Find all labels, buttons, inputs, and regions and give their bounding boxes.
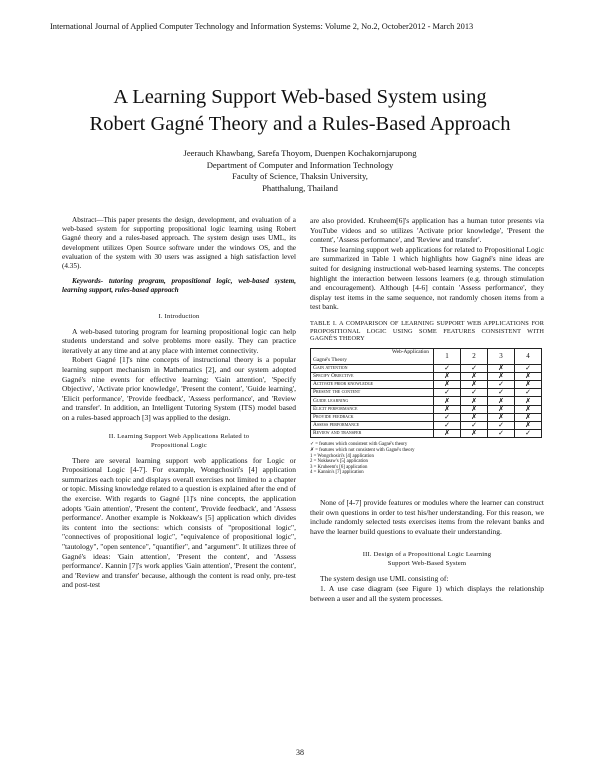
table-header-row <box>311 348 542 364</box>
table-row <box>311 364 542 372</box>
mark-cell: ✓ <box>461 422 488 430</box>
mark-cell: ✗ <box>461 372 488 380</box>
table-row <box>311 430 542 438</box>
mark-cell: ✗ <box>434 430 461 438</box>
mark-cell: ✗ <box>488 364 515 372</box>
mark-cell: ✗ <box>488 372 515 380</box>
affiliation-location: Phatthalung, Thailand <box>262 182 338 193</box>
mark-cell: ✗ <box>515 372 542 380</box>
mark-cell: ✓ <box>461 364 488 372</box>
table-note: ✗ = features which not consistent with Gagné's theory <box>310 448 415 453</box>
row-label: Assess performance <box>311 422 434 430</box>
mark-cell: ✓ <box>515 364 542 372</box>
mark-cell: ✓ <box>515 430 542 438</box>
mark-cell: ✗ <box>515 413 542 421</box>
mark-cell: ✗ <box>434 372 461 380</box>
mark-cell: ✓ <box>515 389 542 397</box>
mark-cell: ✓ <box>461 389 488 397</box>
mark-cell: ✓ <box>488 430 515 438</box>
row-label: Review and transfer <box>311 430 434 438</box>
authors: Jeerauch Khawbang, Sarefa Thoyom, Duenpen Kochakornjarupong <box>183 148 417 158</box>
table-row <box>311 381 542 389</box>
table-row <box>311 397 542 405</box>
mark-cell: ✗ <box>515 397 542 405</box>
mark-cell: ✓ <box>434 422 461 430</box>
table-note: 2 = Nokkeaw's [5] application <box>310 459 368 465</box>
paragraph-intro-2: Robert Gagné [1]'s nine concepts of instructional theory is a popular learning support mechanism in Mathematics [2], and our system adopted Gagné's nine events for effective learning: 'Gain attention', 'Specify Objective', 'Activate prior knowledge', 'Present the content', 'Guide learning', 'Elicit performance', 'Provide feedback', 'Assess performance', and 'Review and transfer'. In addition, an Intelligent Tutoring System (ITS) model based on a rules-based approach [3] was applied to the design. <box>62 355 296 422</box>
section-heading-2-line2: Propositional Logic <box>151 441 207 449</box>
table-caption: TABLE I. A COMPARISON OF LEARNING SUPPORT WEB APPLICATIONS FOR PROPOSITIONAL LOGIC USING SOME FEATURES CONSISTENT WITH GAGNÉ'S THEORY <box>310 319 544 343</box>
table-row <box>311 389 542 397</box>
row-label: Provide feedback <box>311 413 434 421</box>
right-column <box>310 216 544 603</box>
table-note: 1 = Wongchosiri's [4] application <box>310 453 374 459</box>
mark-cell: ✗ <box>461 413 488 421</box>
row-label: Gain attention <box>311 364 434 372</box>
left-column <box>62 216 296 590</box>
table-corner-cell <box>311 348 434 364</box>
corner-top-label: Web-Application <box>392 348 429 355</box>
mark-cell: ✗ <box>488 397 515 405</box>
mark-cell: ✗ <box>461 430 488 438</box>
abstract: Abstract—This paper presents the design, development, and evaluation of a web-based system for supporting propositional logic learning using Robert Gagné theory and a rules-based approach. The system design uses UML, its development utilizes Open Source software under the windows OS, and the evaluation of the system with 30 users was assigned a high satisfaction level (4.35). <box>62 216 296 271</box>
row-label: Specify Objective <box>311 372 434 380</box>
mark-cell: ✓ <box>488 422 515 430</box>
section-heading-3 <box>310 550 544 568</box>
paragraph-related-work: There are several learning support web applications for Logic or Propositional Logic [4-7]. For example, Wongchosiri's [4] application summarizes each topic and displays overall exercises not limited to a chapter or topic. Missing knowledge related to a question is explained after the end of the exercise. With regards to Gagné [1]'s nine concepts, the application adopts 'Gain attention', 'Present the content', 'Provide feedback', and 'Assess performance'. Another example is Nokkeaw's [5] application which divides its content into the sections: which consists of "propositional logic", "connectives of propositional logic", "equivalence of propositional logic", "tautology", "open sentence", "quantifier", and "argument". It utilizes three of Gagné's ideas: 'Gain attention', 'Present the content', and 'Assess performance'. Kannin [7]'s work applies 'Gain attention', 'Present the content', and 'Review and transfer' because, although the content is read only, pre-test and post-test <box>62 455 296 590</box>
mark-cell: ✓ <box>434 364 461 372</box>
table-note: 3 = Kruheem's [6] application <box>310 464 368 470</box>
mark-cell: ✗ <box>515 405 542 413</box>
row-label: Elicit performance <box>311 405 434 413</box>
column-header: 4 <box>515 348 542 364</box>
mark-cell: ✗ <box>434 381 461 389</box>
page-number: 38 <box>296 748 304 757</box>
row-label: Activate prior knowledge <box>311 381 434 389</box>
table-row <box>311 405 542 413</box>
mark-cell: ✓ <box>434 413 461 421</box>
mark-cell: ✓ <box>488 389 515 397</box>
mark-cell: ✗ <box>515 422 542 430</box>
mark-cell: ✗ <box>434 405 461 413</box>
table-row <box>311 422 542 430</box>
paragraph-continued: are also provided. Kruheem[6]'s application has a human tutor presents via YouTube videos and so utilizes 'Activate prior knowledge', 'Present the content', 'Assess performance', and 'Review and transfer'. <box>310 216 544 245</box>
affiliation-faculty: Faculty of Science, Thaksin University, <box>232 171 368 181</box>
mark-cell: ✗ <box>461 397 488 405</box>
paragraph-gap: None of [4-7] provide features or modules where the learner can construct their own questions in order to test his/her understanding. For this reason, we include randomly selected tests exercises items from the relevant banks and have the learner build questions to evaluate their understanding. <box>310 497 544 536</box>
column-header: 2 <box>461 348 488 364</box>
journal-header: International Journal of Applied Computer Technology and Information Systems: Volume 2, No.2, October2012 - March 2013 <box>50 22 474 31</box>
section-heading-2 <box>62 432 296 450</box>
table-note: 4 = Kannin's [7] application <box>310 470 364 476</box>
paper-title <box>40 84 560 138</box>
mark-cell: ✓ <box>488 381 515 389</box>
table-row <box>311 372 542 380</box>
column-header: 3 <box>488 348 515 364</box>
table-notes <box>310 442 544 476</box>
affiliation-dept: Department of Computer and Information Technology <box>206 159 394 170</box>
row-label: Guide learning <box>311 397 434 405</box>
mark-cell: ✓ <box>434 389 461 397</box>
table-note: ✓ = features which consistent with Gagné's theory <box>310 442 408 448</box>
comparison-table <box>310 348 542 439</box>
paragraph-usecase: 1. A use case diagram (see Figure 1) which displays the relationship between a user and all the system processes. <box>310 583 544 603</box>
author-block <box>40 148 560 194</box>
keywords: Keywords- tutoring program, propositional logic, web-based system, learning support, rules-based approach <box>62 277 296 295</box>
paragraph-summary: These learning support web applications for related to Propositional Logic are summarized in Table 1 which highlights how Gagné's nine ideas are suited for designing instructional web-based learning systems. The concepts highlight the interaction between lessons learners (e.g. through stimulation and encouragement). Although [4-6] contain 'Assess performance', they display test items in the same sequence, not randomly chosen items from a test bank. <box>310 244 544 312</box>
corner-bottom-label: Gagné's Theory <box>313 356 347 363</box>
paragraph-intro-1: A web-based tutoring program for learning propositional logic can help students understand and solve problems more easily. They can practice iteratively at any time and at any place with internet connectivity. <box>62 326 296 355</box>
mark-cell: ✗ <box>461 405 488 413</box>
table-row <box>311 413 542 421</box>
section-heading-1: I. Introduction <box>158 312 200 320</box>
mark-cell: ✗ <box>434 397 461 405</box>
mark-cell: ✗ <box>515 381 542 389</box>
row-label: Present the content <box>311 389 434 397</box>
title-line-1: A Learning Support Web-based System using <box>113 86 487 108</box>
paragraph-design: The system design use UML consisting of: <box>320 574 449 584</box>
section-heading-2-line1: II. Learning Support Web Applications Related to <box>108 432 250 440</box>
column-header: 1 <box>434 348 461 364</box>
title-line-2: Robert Gagné Theory and a Rules-Based Approach <box>89 113 511 135</box>
section-heading-3-line2: Support Web-Based System <box>387 560 467 568</box>
mark-cell: ✗ <box>488 405 515 413</box>
mark-cell: ✗ <box>461 381 488 389</box>
section-heading-3-line1: III. Design of a Propositional Logic Learning <box>362 551 492 559</box>
mark-cell: ✗ <box>488 413 515 421</box>
